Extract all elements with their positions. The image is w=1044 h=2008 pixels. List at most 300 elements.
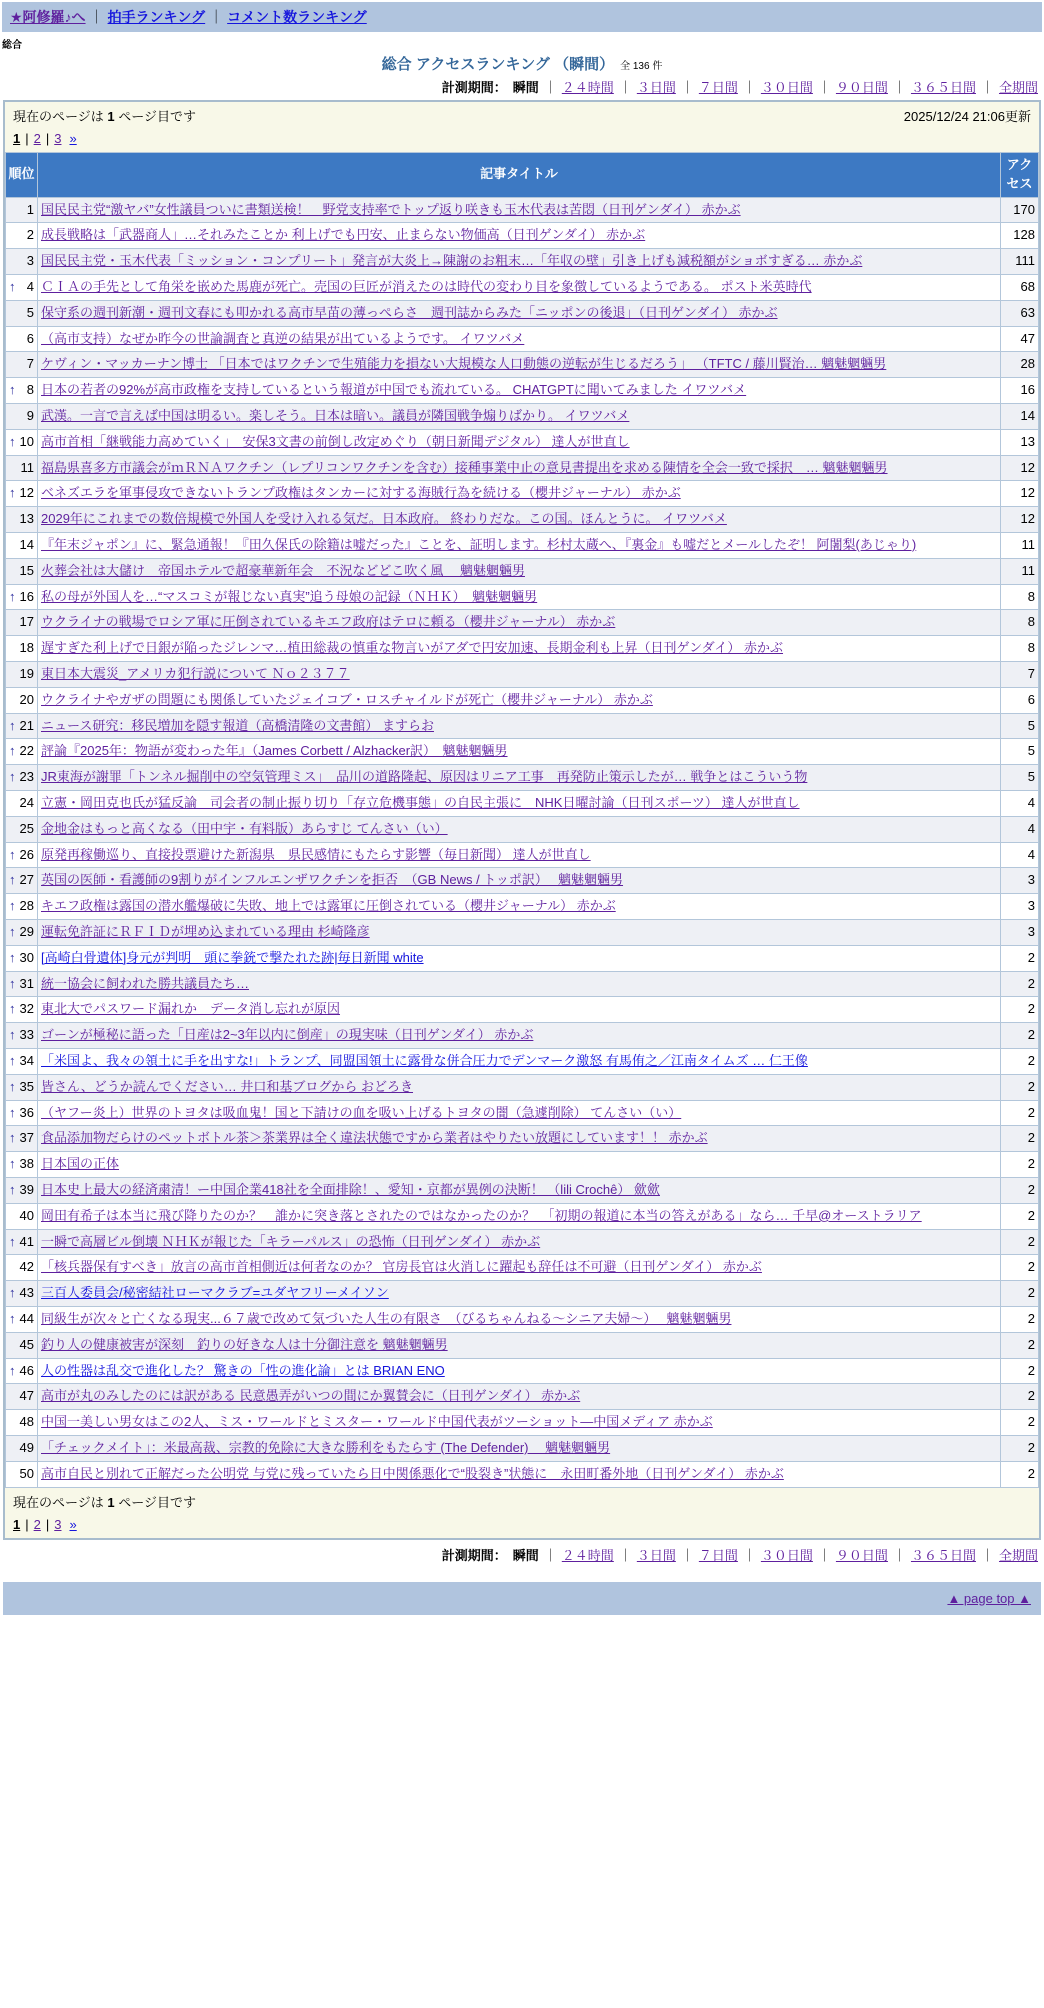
column-header-title: 記事タイトル xyxy=(38,153,1001,198)
rank-cell xyxy=(6,1177,38,1203)
nav-link-clap-ranking[interactable]: 拍手ランキング xyxy=(107,9,206,25)
rank-number: 28 xyxy=(19,898,34,914)
column-header-access: アクセス xyxy=(1001,153,1039,198)
page-top-link[interactable]: ▲ page top ▲ xyxy=(947,1590,1031,1606)
period-separator: ｜ xyxy=(742,1547,756,1563)
rank-number: 7 xyxy=(26,356,34,372)
article-link[interactable]: 日本の若者の92%が高市政権を支持しているという報道が中国でも流れている。 CHATGPTに聞いてみました イワツバメ xyxy=(41,382,747,398)
article-title-cell xyxy=(38,1023,1001,1049)
rank-number: 39 xyxy=(19,1181,34,1197)
table-row xyxy=(6,352,1039,378)
page-separator: | xyxy=(25,131,29,146)
article-title-cell xyxy=(38,1461,1001,1487)
period-separator: ｜ xyxy=(680,80,694,95)
table-row xyxy=(6,791,1039,817)
rank-cell xyxy=(6,816,38,842)
article-link[interactable]: 皆さん、どうか読んでください… 井口和基ブログから おどろき xyxy=(41,1078,414,1094)
access-count: 2 xyxy=(1001,1255,1039,1281)
rank-cell xyxy=(6,920,38,946)
period-selector-bottom xyxy=(0,1540,1044,1568)
ranking-table-body xyxy=(6,197,1039,1487)
article-link[interactable]: 国民民主党“激ヤバ”女性議員ついに書類送検！ 野党支持率でトップ返り咲きも玉木代表は苦悶（日刊ゲンダイ） 赤かぶ xyxy=(41,201,741,217)
table-row xyxy=(6,945,1039,971)
rank-up-arrow-icon: ↑ xyxy=(9,1078,16,1094)
article-link[interactable]: 日本国の正体 xyxy=(41,1156,120,1172)
rank-number: 33 xyxy=(19,1027,34,1043)
access-count: 12 xyxy=(1001,481,1039,507)
rank-up-arrow-icon: ↑ xyxy=(9,1233,16,1249)
period-current: 瞬間 xyxy=(512,80,539,95)
article-link[interactable]: JR東海が謝罪「トンネル掘削中の空気管理ミス」 品川の道路隆起、原因はリニア工事 再発防止策示したが… 戦争とはこういう物 xyxy=(41,769,808,785)
article-title-cell xyxy=(38,1126,1001,1152)
article-title-cell xyxy=(38,687,1001,713)
article-link[interactable]: 中国一美しい男女はこの2人、ミス・ワールドとミスター・ワールド中国代表がツーショット―中国メディア 赤かぶ xyxy=(41,1414,713,1430)
rank-up-arrow-icon: ↑ xyxy=(9,1156,16,1172)
rank-number: 41 xyxy=(19,1233,34,1249)
rank-cell xyxy=(6,429,38,455)
article-link[interactable]: 保守系の週刊新潮・週刊文春にも叩かれる高市早苗の薄っぺらさ 週刊誌からみた「ニッポンの後退」（日刊ゲンダイ） 赤かぶ xyxy=(41,304,778,320)
rank-cell xyxy=(6,1023,38,1049)
article-link[interactable]: （ヤフー炎上）世界のトヨタは吸血鬼！国と下請けの血を吸い上げるトヨタの闇（急遽削除） てんさい（い） xyxy=(41,1104,682,1120)
rank-up-arrow-icon: ↑ xyxy=(9,1052,16,1068)
article-link[interactable]: 立憲・岡田克也氏が猛反論 司会者の制止振り切り「存立危機事態」の自民主張に NHK日曜討論（日刊スポーツ） 達人が世直し xyxy=(41,795,800,811)
access-count: 2 xyxy=(1001,1332,1039,1358)
rank-number: 34 xyxy=(19,1052,34,1068)
period-link[interactable]: ３６５日間 xyxy=(910,1547,976,1563)
article-link[interactable]: 三百人委員会/秘密結社ローマクラブ=ユダヤフリーメイソン xyxy=(41,1285,389,1301)
rank-number: 24 xyxy=(19,795,34,811)
rank-number: 37 xyxy=(19,1130,34,1146)
access-count: 8 xyxy=(1001,610,1039,636)
article-title-cell xyxy=(38,997,1001,1023)
rank-number: 42 xyxy=(19,1259,34,1275)
access-count: 5 xyxy=(1001,765,1039,791)
rank-cell xyxy=(6,997,38,1023)
table-row xyxy=(6,404,1039,430)
access-count: 3 xyxy=(1001,868,1039,894)
rank-number: 36 xyxy=(19,1104,34,1120)
article-title-cell xyxy=(38,507,1001,533)
table-row xyxy=(6,894,1039,920)
article-title-cell xyxy=(38,1255,1001,1281)
access-count: 2 xyxy=(1001,1023,1039,1049)
article-link[interactable]: 福島県喜多方市議会がｍＲＮＡワクチン（レプリコンワクチンを含む）接種事業中止の意見書提出を求める陳情を全会一致で採択 … 魑魅魍魎男 xyxy=(41,459,888,475)
table-row xyxy=(6,739,1039,765)
access-count: 2 xyxy=(1001,1358,1039,1384)
rank-cell xyxy=(6,197,38,223)
page-link-2[interactable]: 2 xyxy=(33,131,41,146)
article-link[interactable]: 国民民主党・玉木代表「ミッション・コンプリート」発言が大炎上→陳謝のお粗末…「年収の壁」引き上げも減税額がショボすぎる… 赤かぶ xyxy=(41,253,863,269)
article-title-cell xyxy=(38,1410,1001,1436)
article-link[interactable]: 2029年にこれまでの数倍規模で外国人を受け入れる気だ。日本政府。 終わりだな。この国。ほんとうに。 イワツバメ xyxy=(41,511,727,527)
rank-up-arrow-icon: ↑ xyxy=(9,1181,16,1197)
rank-cell xyxy=(6,584,38,610)
category-label: 総合 xyxy=(2,40,22,51)
rank-number: 35 xyxy=(19,1078,34,1094)
top-nav-bar xyxy=(2,2,1042,32)
next-page-link[interactable]: » xyxy=(69,131,77,146)
rank-up-arrow-icon: ↑ xyxy=(9,433,16,449)
rank-number: 13 xyxy=(19,511,34,527)
rank-cell xyxy=(6,791,38,817)
period-link[interactable]: ２４時間 xyxy=(561,80,614,95)
table-row xyxy=(6,662,1039,688)
page-link-3[interactable]: 3 xyxy=(54,131,62,146)
article-link[interactable]: 私の母が外国人を…“マスコミが報じない真実”追う母娘の記録（ＮＨＫ） 魑魅魍魎男 xyxy=(41,588,538,604)
article-link[interactable]: ケヴィン・マッカーナン博士 「日本ではワクチンで生殖能力を損ない大規模な人口動態の逆転が生じるだろう」 （TFTC / 藤川賢治… 魑魅魍魎男 xyxy=(41,356,887,372)
access-count: 2 xyxy=(1001,1048,1039,1074)
rank-cell xyxy=(6,1461,38,1487)
article-link[interactable]: ＣＩＡの手先として角栄を嵌めた馬鹿が死亡。売国の巨匠が消えたのは時代の変わり目を象徴しているようである。 ポスト米英時代 xyxy=(41,279,812,295)
table-row xyxy=(6,1461,1039,1487)
table-row xyxy=(6,378,1039,404)
access-count: 12 xyxy=(1001,507,1039,533)
rank-cell xyxy=(6,687,38,713)
rank-number: 2 xyxy=(26,227,34,243)
rank-cell xyxy=(6,1410,38,1436)
access-count: 4 xyxy=(1001,791,1039,817)
rank-number: 49 xyxy=(19,1439,34,1455)
page-link-2[interactable]: 2 xyxy=(33,1516,41,1532)
next-page-link[interactable]: » xyxy=(69,1516,77,1532)
article-link[interactable]: （高市支持）なぜか昨今の世論調査と真逆の結果が出ているようです。 イワツバメ xyxy=(41,330,525,346)
article-link[interactable]: 岡田有希子は本当に飛び降りたのか？ 誰かに突き落とされたのではなかったのか？ 「初期の報道に本当の答えがある」なら… 千早@オーストラリア xyxy=(41,1207,922,1223)
article-link[interactable]: 同級生が次々と亡くなる現実...６７歳で改めて気づいた人生の有限さ （びるちゃんねる～シニア夫婦～） 魑魅魍魎男 xyxy=(41,1310,732,1326)
article-link[interactable]: ウクライナやガザの問題にも関係していたジェイコブ・ロスチャイルドが死亡（櫻井ジャーナル） 赤かぶ xyxy=(41,691,653,707)
article-title-cell xyxy=(38,429,1001,455)
article-link[interactable]: ベネズエラを軍事侵攻できないトランプ政権はタンカーに対する海賊行為を続ける（櫻井ジャーナル） 赤かぶ xyxy=(41,485,681,501)
table-row xyxy=(6,197,1039,223)
rank-number: 50 xyxy=(19,1465,34,1481)
rank-up-arrow-icon: ↑ xyxy=(9,717,16,733)
article-link[interactable]: 原発再稼働巡り、直接投票避けた新潟県 県民感情にもたらす影響（毎日新聞） 達人が世直し xyxy=(41,846,591,862)
access-count: 2 xyxy=(1001,971,1039,997)
table-row xyxy=(6,1255,1039,1281)
rank-up-arrow-icon: ↑ xyxy=(9,1310,16,1326)
article-link[interactable]: [高崎白骨遺体]身元が判明 頭に拳銃で撃たれた跡|毎日新聞 white xyxy=(41,949,424,965)
article-link[interactable]: 高市が丸のみしたのには訳がある 民意愚弄がいつの間にか翼賛会に（日刊ゲンダイ） 赤かぶ xyxy=(41,1388,581,1404)
article-title-cell xyxy=(38,739,1001,765)
table-row xyxy=(6,1358,1039,1384)
rank-cell xyxy=(6,945,38,971)
rank-number: 25 xyxy=(19,820,34,836)
rank-up-arrow-icon: ↑ xyxy=(9,1285,16,1301)
nav-separator: ｜ xyxy=(209,9,224,25)
article-title-cell xyxy=(38,1332,1001,1358)
article-title-cell xyxy=(38,1100,1001,1126)
period-link[interactable]: ２４時間 xyxy=(561,1547,614,1563)
footer-bar xyxy=(3,1582,1041,1615)
article-link[interactable]: 日本史上最大の経済粛清！ー中国企業418社を全面排除！、愛知・京都が異例の決断！ （lili Crochê） 歛歛 xyxy=(41,1181,660,1197)
article-title-cell xyxy=(38,352,1001,378)
article-link[interactable]: 釣り人の健康被害が深刻 釣りの好きな人は十分御注意を 魑魅魍魎男 xyxy=(41,1336,448,1352)
period-separator: ｜ xyxy=(618,80,632,95)
rank-cell xyxy=(6,1152,38,1178)
rank-cell xyxy=(6,662,38,688)
table-row xyxy=(6,868,1039,894)
period-link[interactable]: ３０日間 xyxy=(760,1547,813,1563)
rank-number: 23 xyxy=(19,769,34,785)
table-row xyxy=(6,610,1039,636)
rank-number: 47 xyxy=(19,1388,34,1404)
rank-number: 5 xyxy=(26,304,34,320)
rank-number: 11 xyxy=(20,459,34,475)
updated-timestamp: 2025/12/24 21:06更新 xyxy=(903,109,1031,124)
access-count: 2 xyxy=(1001,1074,1039,1100)
article-link[interactable]: 食品添加物だらけのペットボトル茶＞茶業界は全く違法状態ですから業者はやりたい放題にしています！！ 赤かぶ xyxy=(41,1130,708,1146)
rank-cell xyxy=(6,842,38,868)
period-separator: ｜ xyxy=(892,1547,906,1563)
table-row xyxy=(6,816,1039,842)
access-count: 2 xyxy=(1001,1435,1039,1461)
rank-number: 30 xyxy=(19,949,34,965)
rank-number: 40 xyxy=(19,1207,34,1223)
article-link[interactable]: 東北大でパスワード漏れか データ消し忘れが原因 xyxy=(41,1001,341,1017)
article-title-cell xyxy=(38,404,1001,430)
rank-number: 32 xyxy=(19,1001,34,1017)
article-title-cell xyxy=(38,1281,1001,1307)
rank-up-arrow-icon: ↑ xyxy=(9,975,16,991)
article-link[interactable]: 成長戦略は「武器商人」…それみたことか 利上げでも円安、止まらない物価高（日刊ゲンダイ） 赤かぶ xyxy=(41,227,646,243)
article-link[interactable]: 「チェックメイト」：米最高裁、宗教的免除に大きな勝利をもたらす (The Defender) 魑魅魍魎男 xyxy=(41,1439,611,1455)
access-count: 8 xyxy=(1001,636,1039,662)
nav-link-comment-ranking[interactable]: コメント数ランキング xyxy=(227,9,367,25)
table-row xyxy=(6,1410,1039,1436)
article-title-cell xyxy=(38,558,1001,584)
access-count: 4 xyxy=(1001,842,1039,868)
table-row xyxy=(6,481,1039,507)
access-count: 4 xyxy=(1001,816,1039,842)
page-link-1[interactable]: 1 xyxy=(13,131,21,146)
article-title-cell xyxy=(38,1177,1001,1203)
current-page-info: 現在のページは 1 ページ目です xyxy=(13,1494,196,1510)
access-count: 2 xyxy=(1001,1410,1039,1436)
rank-up-arrow-icon: ↑ xyxy=(9,588,16,604)
table-row xyxy=(6,1332,1039,1358)
article-title-cell xyxy=(38,326,1001,352)
rank-up-arrow-icon: ↑ xyxy=(9,279,16,295)
rank-cell xyxy=(6,713,38,739)
article-link[interactable]: 金地金はもっと高くなる（田中宇・有料版）あらすじ てんさい（い） xyxy=(41,820,448,836)
article-title-cell xyxy=(38,481,1001,507)
rank-cell xyxy=(6,971,38,997)
page-title-line xyxy=(0,53,1044,74)
access-count: 68 xyxy=(1001,275,1039,301)
rank-cell xyxy=(6,1074,38,1100)
rank-up-arrow-icon: ↑ xyxy=(9,949,16,965)
article-link[interactable]: 英国の医師・看護師の9割りがインフルエンザワクチンを拒否 （GB News / トッポ訳） 魑魅魍魎男 xyxy=(41,872,624,888)
access-count: 13 xyxy=(1001,429,1039,455)
rank-up-arrow-icon: ↑ xyxy=(9,1362,16,1378)
rank-number: 22 xyxy=(19,743,34,759)
article-link[interactable]: 遅すぎた利上げで日銀が陥ったジレンマ…植田総裁の慎重な物言いがアダで円安加速、長期金利も上昇（日刊ゲンダイ） 赤かぶ xyxy=(41,640,784,656)
period-link[interactable]: ７日間 xyxy=(698,80,738,95)
article-link[interactable]: 火葬会社は大儲け 帝国ホテルで超豪華新年会 不況などどこ吹く風 魑魅魍魎男 xyxy=(41,562,525,578)
article-link[interactable]: 武漢。一言で言えば中国は明るい。楽しそう。日本は暗い。議員が隣国戦争煽りばかり。 イワツバメ xyxy=(41,408,630,424)
pagination-top xyxy=(13,131,1031,146)
access-count: 5 xyxy=(1001,739,1039,765)
rank-up-arrow-icon: ↑ xyxy=(9,769,16,785)
rank-cell xyxy=(6,275,38,301)
table-row xyxy=(6,275,1039,301)
rank-number: 26 xyxy=(19,846,34,862)
rank-cell xyxy=(6,481,38,507)
table-row xyxy=(6,584,1039,610)
rank-cell xyxy=(6,1332,38,1358)
table-row xyxy=(6,1177,1039,1203)
rank-number: 27 xyxy=(19,872,34,888)
article-link[interactable]: 「核兵器保有すべき」放言の高市首相側近は何者なのか？ 官房長官は火消しに躍起も辞任は不可避（日刊ゲンダイ） 赤かぶ xyxy=(41,1259,762,1275)
article-title-cell xyxy=(38,1203,1001,1229)
rank-number: 18 xyxy=(19,640,34,656)
table-row xyxy=(6,1126,1039,1152)
access-count: 2 xyxy=(1001,1281,1039,1307)
period-link[interactable]: ３日間 xyxy=(636,80,676,95)
rank-cell xyxy=(6,507,38,533)
period-separator: ｜ xyxy=(980,80,994,95)
access-count: 6 xyxy=(1001,687,1039,713)
pagination-bottom xyxy=(13,1517,1031,1532)
article-title-cell xyxy=(38,713,1001,739)
access-count: 2 xyxy=(1001,1306,1039,1332)
rank-number: 12 xyxy=(19,485,34,501)
rank-cell xyxy=(6,1358,38,1384)
table-row xyxy=(6,300,1039,326)
period-link[interactable]: ７日間 xyxy=(698,1547,738,1563)
article-title-cell xyxy=(38,868,1001,894)
article-title-cell xyxy=(38,1152,1001,1178)
access-count: 12 xyxy=(1001,455,1039,481)
rank-cell xyxy=(6,352,38,378)
article-link[interactable]: 人の性器は乱交で進化した？ 驚きの「性の進化論」とは BRIAN ENO xyxy=(41,1362,445,1378)
access-count: 2 xyxy=(1001,1100,1039,1126)
article-link[interactable]: ウクライナの戦場でロシア軍に圧倒されているキエフ政府はテロに頼る（櫻井ジャーナル） 赤かぶ xyxy=(41,614,616,630)
period-separator: ｜ xyxy=(618,1547,632,1563)
rank-number: 20 xyxy=(19,691,34,707)
article-link[interactable]: ニュース研究：移民増加を隠す報道（高橋清隆の文書館） ますらお xyxy=(41,717,434,733)
article-title-cell xyxy=(38,894,1001,920)
access-count: 2 xyxy=(1001,997,1039,1023)
page-link-1[interactable]: 1 xyxy=(13,1516,21,1532)
period-current: 瞬間 xyxy=(512,1547,539,1563)
page-info-panel-top xyxy=(5,102,1039,152)
article-title-cell xyxy=(38,300,1001,326)
rank-up-arrow-icon: ↑ xyxy=(9,1027,16,1043)
article-title-cell xyxy=(38,197,1001,223)
column-header-rank: 順位 xyxy=(6,153,38,198)
rank-number: 45 xyxy=(19,1336,34,1352)
period-link[interactable]: ３６５日間 xyxy=(910,80,976,95)
article-link[interactable]: 「米国よ、我々の領土に手を出すな!」トランプ、同盟国領土に露骨な併合圧力でデンマーク激怒 有馬侑之／江南タイムズ … 仁王像 xyxy=(41,1052,808,1068)
period-link[interactable]: 全期間 xyxy=(998,1547,1038,1563)
period-link[interactable]: ９０日間 xyxy=(835,1547,888,1563)
period-separator: ｜ xyxy=(543,1547,557,1563)
article-title-cell xyxy=(38,455,1001,481)
rank-number: 6 xyxy=(26,330,34,346)
article-link[interactable]: 評論『2025年：物語が変わった年』（James Corbett / Alzhacker訳） 魑魅魍魎男 xyxy=(41,743,508,759)
article-title-cell xyxy=(38,223,1001,249)
article-link[interactable]: 東日本大震災_アメリカ犯行説について Ｎｏ２３７７ xyxy=(41,666,350,682)
rank-cell xyxy=(6,378,38,404)
rank-up-arrow-icon: ↑ xyxy=(9,1001,16,1017)
table-row xyxy=(6,971,1039,997)
access-count: 2 xyxy=(1001,1203,1039,1229)
access-count: 63 xyxy=(1001,300,1039,326)
period-label: 計測期間： xyxy=(441,80,507,95)
table-row xyxy=(6,842,1039,868)
article-link[interactable]: 『年末ジャポン』に、緊急通報！『田久保氏の除籍は嘘だった』ことを、証明します。杉村太蔵へ、『裏金』も嘘だとメールしたぞ！ 阿闍梨(あじゃり) xyxy=(41,537,917,553)
rank-number: 14 xyxy=(19,537,34,553)
page-separator: | xyxy=(45,1516,50,1532)
access-count: 111 xyxy=(1001,249,1039,275)
rank-cell xyxy=(6,223,38,249)
rank-number: 44 xyxy=(19,1310,34,1326)
page-separator: | xyxy=(25,1516,29,1532)
table-header-row xyxy=(6,153,1039,198)
rank-cell xyxy=(6,300,38,326)
rank-cell xyxy=(6,868,38,894)
period-link[interactable]: ９０日間 xyxy=(835,80,888,95)
table-row xyxy=(6,1023,1039,1049)
table-row xyxy=(6,765,1039,791)
rank-cell xyxy=(6,1255,38,1281)
rank-number: 9 xyxy=(26,408,34,424)
article-link[interactable]: 一瞬で高層ビル倒壊 ＮＨＫが報じた「キラーパルス」の恐怖（日刊ゲンダイ） 赤かぶ xyxy=(41,1233,541,1249)
table-row xyxy=(6,1203,1039,1229)
rank-up-arrow-icon: ↑ xyxy=(9,872,16,888)
rank-cell xyxy=(6,326,38,352)
article-link[interactable]: 統一協会に飼われた勝共議員たち… xyxy=(41,975,250,991)
rank-number: 17 xyxy=(19,614,34,630)
access-count: 8 xyxy=(1001,584,1039,610)
rank-number: 43 xyxy=(19,1285,34,1301)
period-link[interactable]: 全期間 xyxy=(998,80,1038,95)
rank-cell xyxy=(6,404,38,430)
period-label: 計測期間： xyxy=(441,1547,507,1563)
table-row xyxy=(6,1048,1039,1074)
rank-up-arrow-icon: ↑ xyxy=(9,743,16,759)
rank-cell xyxy=(6,1100,38,1126)
article-link[interactable]: ゴーンが極秘に語った「日産は2~3年以内に倒産」の現実味（日刊ゲンダイ） 赤かぶ xyxy=(41,1027,534,1043)
access-count: 7 xyxy=(1001,662,1039,688)
article-link[interactable]: キエフ政権は露国の潜水艦爆破に失敗、地上では露軍に圧倒されている（櫻井ジャーナル） 赤かぶ xyxy=(41,898,616,914)
access-count: 47 xyxy=(1001,326,1039,352)
access-count: 128 xyxy=(1001,223,1039,249)
rank-cell xyxy=(6,249,38,275)
table-row xyxy=(6,249,1039,275)
access-count: 3 xyxy=(1001,920,1039,946)
article-title-cell xyxy=(38,1358,1001,1384)
period-separator: ｜ xyxy=(742,80,756,95)
access-count: 2 xyxy=(1001,1152,1039,1178)
nav-link-ashura-home[interactable]: ★阿修羅♪へ xyxy=(10,9,86,25)
article-title-cell xyxy=(38,765,1001,791)
table-row xyxy=(6,1100,1039,1126)
page-link-3[interactable]: 3 xyxy=(54,1516,62,1532)
article-link[interactable]: 高市首相「継戦能力高めていく」 安保3文書の前倒し改定めぐり（朝日新聞デジタル） 達人が世直し xyxy=(41,433,630,449)
article-link[interactable]: 高市自民と別れて正解だった公明党 与党に残っていたら日中関係悪化で“股裂き”状態に 永田町番外地（日刊ゲンダイ） 赤かぶ xyxy=(41,1465,784,1481)
table-row xyxy=(6,687,1039,713)
article-link[interactable]: 運転免許証にＲＦＩＤが埋め込まれている理由 杉崎隆彦 xyxy=(41,924,370,939)
rank-up-arrow-icon: ↑ xyxy=(9,382,16,398)
ranking-table xyxy=(5,152,1039,1488)
period-link[interactable]: ３日間 xyxy=(636,1547,676,1563)
access-count: 16 xyxy=(1001,378,1039,404)
rank-up-arrow-icon: ↑ xyxy=(9,485,16,501)
article-title-cell xyxy=(38,1435,1001,1461)
article-title-cell xyxy=(38,378,1001,404)
period-link[interactable]: ３０日間 xyxy=(760,80,813,95)
